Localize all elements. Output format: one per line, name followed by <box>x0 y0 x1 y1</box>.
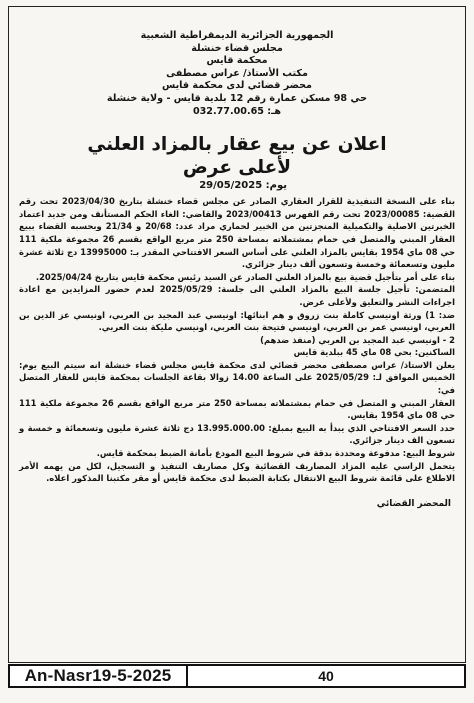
header-line: الجمهورية الجزائرية الديمقراطية الشعبية <box>140 30 334 41</box>
paragraph: الساكنين: بحي 08 ماي 45 ببلدية قايس <box>293 347 455 358</box>
notice-title: اعلان عن بيع عقار بالمزاد العلني <box>87 134 387 156</box>
header-line: محكمة قايس <box>206 55 268 67</box>
header-line: هـ: 032.77.00.65 <box>192 105 282 117</box>
notice-subtitle: لأعلى عرض <box>182 157 292 179</box>
page-number: 40 <box>188 664 466 688</box>
paragraph: شروط البيع: مدفوعة ومحددة بدقة في شروط البيع المودع بأمانة الضبط بمحكمة قايس. <box>96 448 455 459</box>
signature: المحضر القضائي <box>376 498 451 509</box>
page-footer <box>8 664 466 688</box>
header-line: حي 98 مسكن عمارة رقم 12 بلدية قايس - ولاية خنشلة <box>106 92 368 104</box>
paragraph: بناء على النسخة التنفيذية للقرار العقاري الصادر عن مجلس قضاء خنشلة بتاريخ 2023/04/30 تحت رقم القضية: 2023/00085 تحت رقم الفهرس 2023/00413 والقاضي: الغاء الحكم المستأنف ومن جديد اعتماد الخبرتين الاصلية والتكميلية المنجزتين من الخبير لحماري مراد عدد: 20/68 و 21/34 وبحسبه القضاء ببيع العقار المبني والمتصل في حمام بمشتملاته بمساحة 250 متر مربع الواقع بقسم 26 مجموعة ملكية 111 حي 08 ماي 1954 بقايس بالمزاد العلني على أساس السعر الافتتاحي المقدر بـ: 13995000 دج ثلاثة عشرة مليون وتسعمائة وخمسة وتسعون ألف دينار جزائري. <box>19 196 455 270</box>
newspaper-label: An-Nasr19-5-2025 <box>8 664 188 688</box>
header-line: محضر قضائي لدى محكمة قايس <box>162 80 312 92</box>
notice-header <box>19 30 455 118</box>
auction-date: يوم: 29/05/2025 <box>199 180 287 192</box>
paragraph: يتحمل الراسي عليه المزاد المصاريف القضائية وكل مصاريف التنفيذ و التسجيل، لكل من يهمه الأمر الاطلاع على قائمة شروط البيع الانتقال بكتابة الضبط لدى محكمة قايس أو مقر مكتبنا المذكور اعلاه. <box>19 460 455 484</box>
paragraph: بناء على أمر بتأجيل قضية بيع بالمزاد العلني الصادر عن السيد رئيس محكمة قايس بتاريخ 2025/04/24. <box>35 271 455 282</box>
notice-body <box>19 195 455 485</box>
paragraph: حدد السعر الافتتاحي الذي يبدأ به البيع بمبلغ: 13.995.000.00 دج ثلاثة عشرة مليون وتسعمائة و خمسة و تسعون الف دينار جزائري. <box>19 422 455 446</box>
header-line: مكتب الأستاذ/ عراس مصطفى <box>166 67 308 79</box>
paragraph: 2 - اونيسي عبد المجيد بن العربي (منفذ ضدهم) <box>260 334 455 345</box>
paragraph: ضد: 1) ورثة اونيسي كاملة بنت زروق و هم ابنائها: اونيسي عبد المجيد بن العربي، اونيسي عز الدين بن العربي، اونيسي عمر بن العربي، اونيسي فتيحة بنت العربي، اونيسي مليكة بنت العربي. <box>19 309 455 333</box>
paragraph: المتضمن: تأجيل جلسة البيع بالمزاد العلني الى جلسة: 2025/05/29 لعدم حضور المزايدين مع اعادة اجراءات النشر والتعليق ولأعلى عرض. <box>19 284 455 307</box>
paragraph: العقار المبني و المتصل في حمام بمشتملاته بمساحة 250 متر مربع الواقع بقسم 26 مجموعة ملكية 111 حي 08 ماي 1954 بقايس. <box>19 397 455 421</box>
legal-notice-document <box>8 6 466 663</box>
paragraph: يعلن الاستاذ/ عراس مصطفى محضر قضائي لدى محكمة قايس مجلس قضاء خنشلة انه سيتم البيع يوم: الخميس الموافق لـ: 2025/05/29 على الساعة 14.00 زوالا بقاعة الجلسات بمحكمة قايس للعقار المتصل في: <box>19 359 456 396</box>
header-line: مجلس قضاء خنشلة <box>191 42 283 54</box>
